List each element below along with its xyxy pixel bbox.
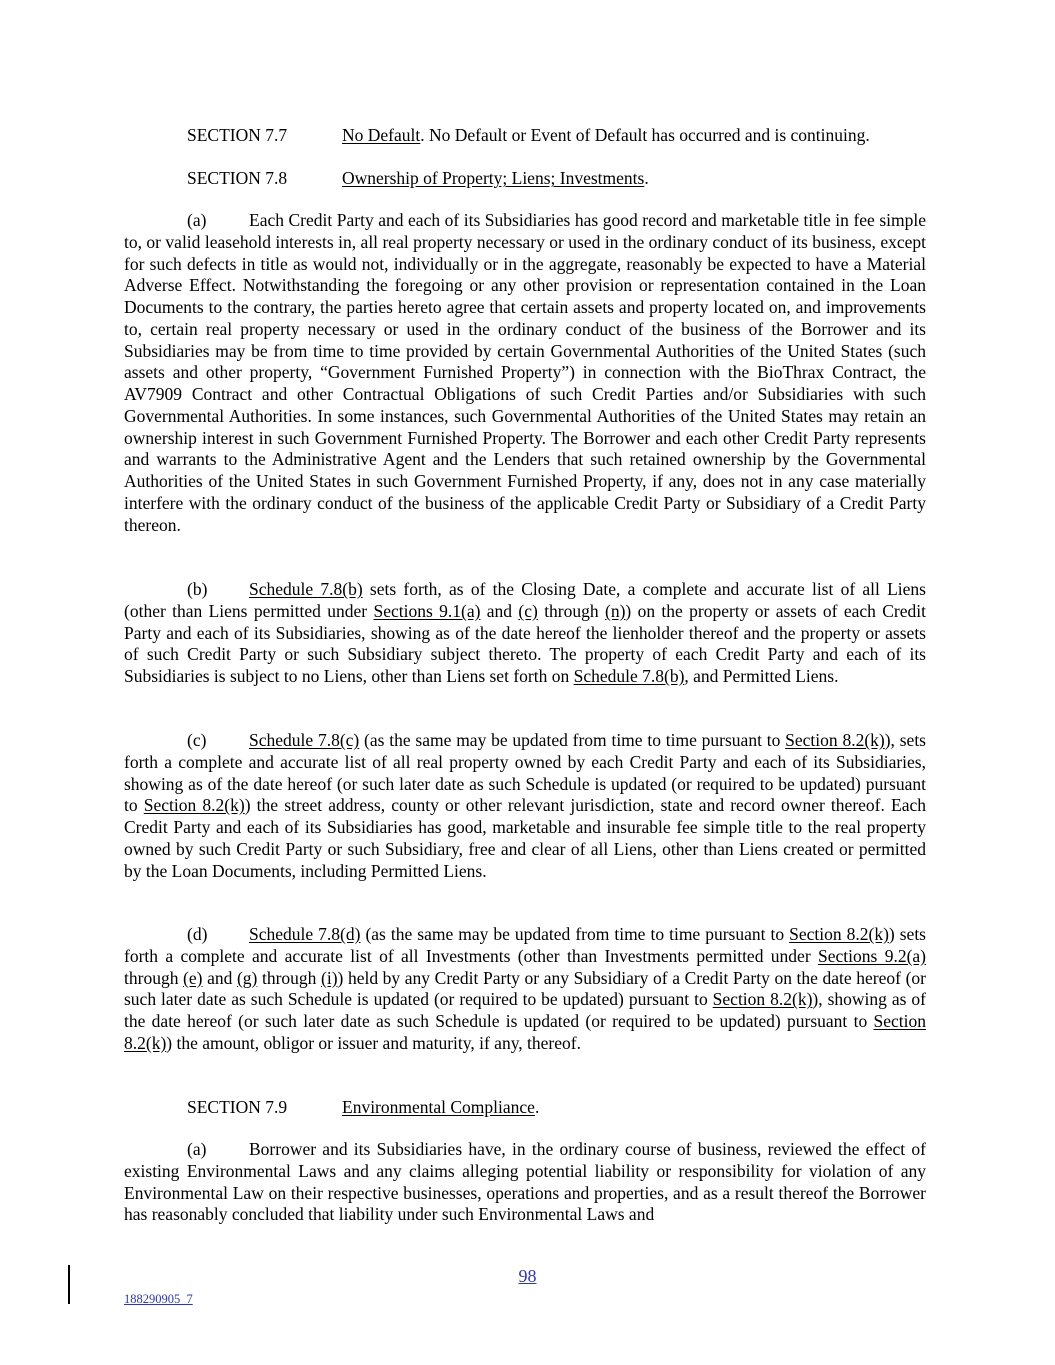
schedule-reference: Schedule 7.8(b) <box>249 579 363 599</box>
paragraph-label: (a) <box>187 210 207 230</box>
document-id[interactable]: 188290905_7 <box>124 1292 193 1306</box>
paragraph-text: ) the street address, county or other relevant jurisdiction, state and record owner thereof. Each Credit Party and each of its Subsidiaries has good, marketable and insurable fee simple title to the real property owned by such Credit Party or such Subsidiary, free and clear of all Liens, other than Liens created or permitted by the Loan Documents, including Permitted Liens. <box>124 795 926 881</box>
paragraph-text: , and Permitted Liens. <box>684 666 839 686</box>
paragraph-7-8-b <box>124 579 926 688</box>
paragraph-text: ) sets forth a complete and accurate list of all Investments (other than Investments permitted under <box>124 924 926 966</box>
paragraph-text: (as the same may be updated from time to time pursuant to <box>359 730 786 750</box>
paragraph-text: ), sets forth a complete and accurate list of all real property owned by each Credit Party and each of its Subsidiaries, showing as of the date hereof (or such later date as such Schedule is updated (or required to be updated) pursuant to <box>124 730 926 816</box>
paragraph-7-8-c <box>124 730 926 882</box>
paragraph-text: ), showing as of the date hereof (or such later date as such Schedule is updated (or required to be updated) pursuant to <box>124 989 926 1031</box>
section-reference: Section 8.2(k) <box>789 924 889 944</box>
section-number: SECTION 7.8 <box>187 168 288 188</box>
section-text: . <box>644 168 649 188</box>
section-reference: Section 8.2(k) <box>143 795 245 816</box>
paragraph-text: and <box>202 967 237 988</box>
section-7-7-heading <box>187 125 870 147</box>
paragraph-label: (d) <box>187 924 208 944</box>
paragraph-7-8-a <box>124 210 926 536</box>
paragraph-text: through <box>537 600 605 621</box>
paragraph-text: ) on the property or assets of each Credit Party and each of its Subsidiaries, showing as of the date hereof the lienholder thereof and the property or assets of such Credit Party or such Subsidiary subject thereto. The property of each Credit Party and each of its Subsidiaries is subject to no Liens, other than Liens set forth on <box>124 600 926 686</box>
section-7-9-heading <box>187 1097 539 1119</box>
section-number: SECTION 7.7 <box>187 125 288 145</box>
paragraph-text: (as the same may be updated from time to time pursuant to <box>360 924 790 944</box>
paragraph-text: Each Credit Party and each of its Subsidiaries has good record and marketable title in fee simple to, or valid leasehold interests in, all real property necessary or used in the ordinary conduct of its business, except for such defects in title as would not, individually or in the aggregate, reasonably be expected to have a Material Adverse Effect. Notwithstanding the foregoing or any other provision or representation contained in the Loan Documents to the contrary, the parties hereto agree that certain assets and property located on, and improvements to, certain real property necessary or used in the ordinary conduct of the business of the Borrower and its Subsidiaries may be from time to time provided by certain Governmental Authorities of the United States (such assets and other property, “Government Furnished Property”) in connection with the BioThrax Contract, the AV7909 Contract and other Contractual Obligations of such Credit Parties and/or Subsidiaries with such Governmental Authorities. In some instances, such Governmental Authorities of the United States may retain an ownership interest in such Government Furnished Property. The Borrower and each other Credit Party represents and warrants to the Administrative Agent and the Lenders that such retained ownership by the Governmental Authorities of the United States in such Government Furnished Property, if any, does not in any case materially interfere with the ordinary conduct of the business of the applicable Credit Party or Subsidiary of a Credit Party thereon. <box>124 210 926 535</box>
paragraph-text: through <box>124 967 184 988</box>
section-title: No Default <box>342 125 421 145</box>
schedule-reference: Schedule 7.8(d) <box>249 924 361 944</box>
section-reference: (g) <box>236 967 258 988</box>
page-number[interactable]: 98 <box>518 1266 537 1286</box>
section-text: . No Default or Event of Default has occurred and is continuing. <box>420 125 870 145</box>
paragraph-7-8-d <box>124 924 926 1055</box>
schedule-reference: Schedule 7.8(b) <box>573 666 685 686</box>
paragraph-7-9-a <box>124 1139 926 1226</box>
paragraph-text: Borrower and its Subsidiaries have, in the ordinary course of business, reviewed the effect of existing Environmental Laws and any claims alleging potential liability or responsibility for violation of any Environmental Law on their respective businesses, operations and properties, and as a result thereof the Borrower has reasonably concluded that liability under such Environmental Laws and <box>124 1139 926 1225</box>
schedule-reference: Schedule 7.8(c) <box>249 730 360 750</box>
section-number: SECTION 7.9 <box>187 1097 288 1117</box>
paragraph-label: (a) <box>187 1139 207 1159</box>
section-reference: (i) <box>321 967 338 988</box>
section-reference: Sections 9.2(a) <box>818 945 926 966</box>
section-reference: (n) <box>605 600 626 621</box>
section-reference: Sections 9.1(a) <box>373 600 481 621</box>
section-reference: Section 8.2(k) <box>712 989 813 1010</box>
paragraph-label: (c) <box>187 730 207 750</box>
section-title: Ownership of Property; Liens; Investments <box>342 168 645 188</box>
paragraph-label: (b) <box>187 579 208 599</box>
section-reference: Section 8.2(k) <box>124 1011 926 1053</box>
paragraph-text: sets forth, as of the Closing Date, a complete and accurate list of all Liens (other than Liens permitted under <box>124 579 926 621</box>
section-text: . <box>534 1097 540 1117</box>
paragraph-text: ) held by any Credit Party or any Subsidiary of a Credit Party on the date hereof (or such later date as such Schedule is updated (or required to be updated) pursuant to <box>124 967 926 1010</box>
section-7-8-heading <box>187 168 649 190</box>
section-reference: (c) <box>518 600 538 621</box>
section-reference: (e) <box>183 967 203 988</box>
section-title: Environmental Compliance <box>342 1097 535 1117</box>
paragraph-text: through <box>257 967 321 988</box>
section-reference: Section 8.2(k) <box>785 730 885 750</box>
paragraph-text: and <box>480 600 519 621</box>
paragraph-text: ) the amount, obligor or issuer and maturity, if any, thereof. <box>166 1032 581 1053</box>
